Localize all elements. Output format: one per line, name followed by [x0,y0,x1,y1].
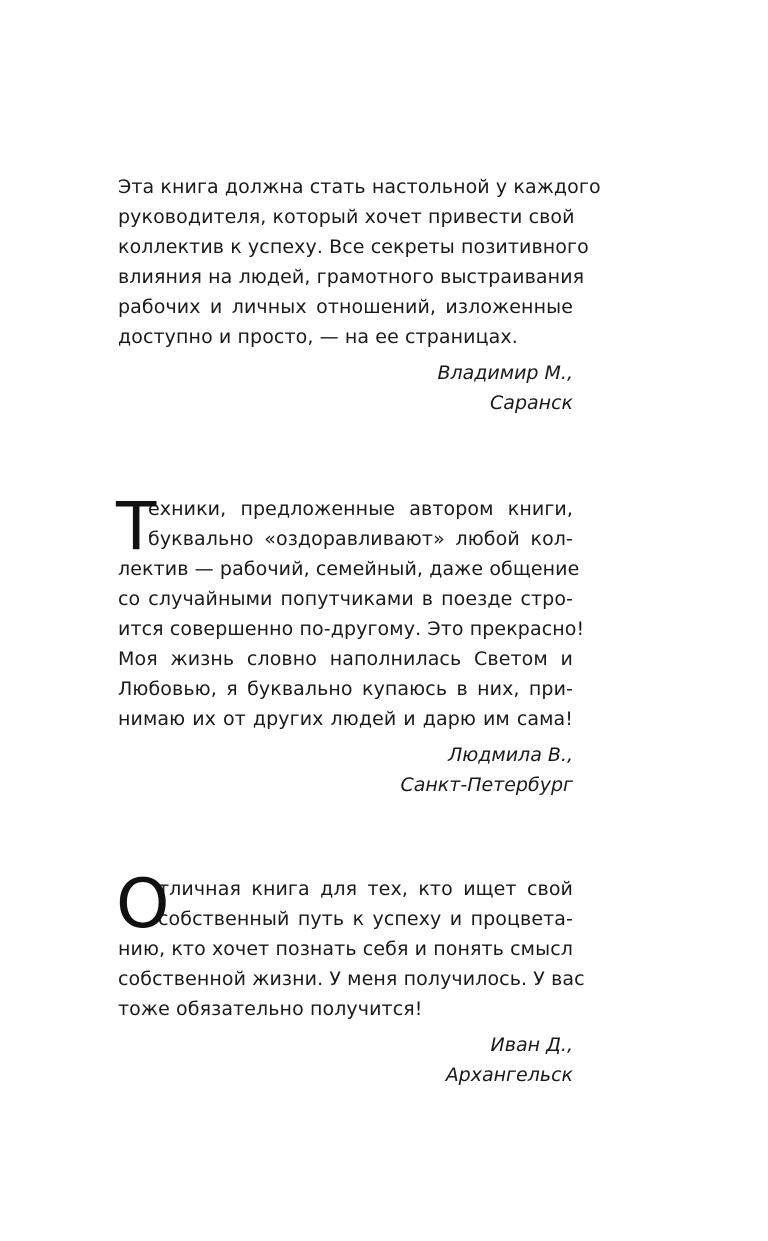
review-line: нимаю их от других людей и дарю им сама! [118,708,573,730]
review-line: тоже обязательно получится! [118,998,423,1020]
author-name: Людмила В., [447,744,573,766]
drop-cap-letter: Т [116,488,157,565]
author-name: Иван Д., [490,1034,573,1056]
author-city: Саранск [490,392,573,414]
drop-cap-letter: О [116,865,170,944]
review-line: ехники, предложенные автором книги, [148,498,573,520]
review-line: лектив — рабочий, семейный, даже общение [118,558,580,580]
review-line: руководителя, который хочет привести свой [118,206,575,228]
review-line: влияния на людей, грамотного выстраивания [118,266,585,288]
author-city: Санкт-Петербург [400,774,573,796]
review-signature [118,740,573,800]
review-line: Моя жизнь словно наполнилась Светом и [118,648,573,670]
review-line: буквально «оздоравливают» любой кол- [148,528,573,550]
review-lyudmila [116,488,585,800]
review-text [118,172,601,352]
review-line: со случайными попутчиками в поезде стро- [118,588,573,610]
author-name: Владимир М., [437,362,573,384]
review-vladimir [118,172,601,418]
review-line: рабочих и личных отношений, изложенные [118,296,573,318]
review-signature [118,1030,573,1090]
review-line: ится совершенно по-другому. Это прекрасно! [118,618,585,640]
review-line: нию, кто хочет познать себя и понять смысл [118,938,573,960]
review-text [116,865,585,1024]
review-signature [118,358,573,418]
review-line: доступно и просто, — на ее страницах. [118,326,518,348]
review-ivan [116,865,585,1090]
review-text [116,488,585,734]
author-city: Архангельск [445,1064,573,1086]
review-line: Эта книга должна стать настольной у каждого [118,176,601,198]
review-line: Любовью, я буквально купаюсь в них, при- [118,678,573,700]
review-line: собственной жизни. У меня получилось. У вас [118,968,585,990]
review-line: тличная книга для тех, кто ищет свой [158,878,573,900]
review-line: собственный путь к успеху и процвета- [158,908,573,930]
review-line: коллектив к успеху. Все секреты позитивного [118,236,589,258]
